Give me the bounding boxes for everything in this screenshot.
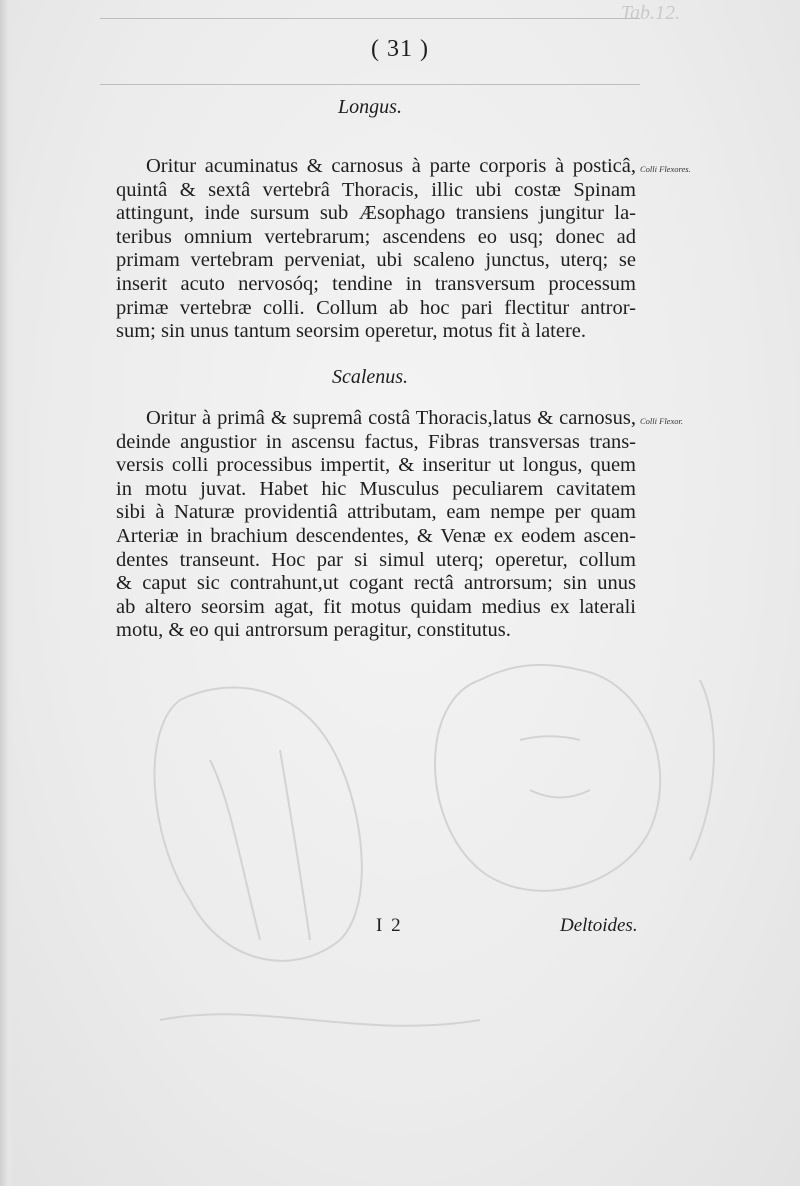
section-heading-scalenus: Scalenus. — [331, 366, 409, 388]
page-fold-shadow — [0, 0, 14, 1186]
section-heading-longus: Longus. — [338, 96, 402, 118]
text-line: sibi à Naturæ providentiâ attributam, eam nempe per quam — [116, 501, 636, 524]
showthrough-engraving — [60, 640, 760, 1070]
paragraph-scalenus — [116, 407, 636, 643]
faded-tab-label: Tab.12. — [620, 2, 680, 24]
text-line: inserit acuto nervosóq; tendine in transversum processum — [116, 272, 636, 295]
paragraph-longus — [116, 155, 636, 344]
text-line: dentes transeunt. Hoc par si simul uterq; operetur, collum — [116, 548, 636, 571]
text-line: primæ vertebræ colli. Collum ab hoc pari flectitur antror- — [116, 296, 636, 319]
signature-mark: I 2 — [376, 915, 403, 936]
text-line: teribus omnium vertebrarum; ascendens eo usq; donec ad — [116, 225, 636, 248]
catchword: Deltoides. — [560, 915, 638, 936]
page-number: ( 31 ) — [371, 36, 429, 62]
text-line: quintâ & sextâ vertebrâ Thoracis, illic ubi costæ Spinam — [116, 178, 636, 201]
text-line: deinde angustior in ascensu factus, Fibras transversas trans- — [116, 430, 636, 453]
margin-note-longus: Colli Flexores. — [640, 164, 691, 174]
text-line: & caput sic contrahunt,ut cogant rectâ antrorsum; sin unus — [116, 572, 636, 595]
text-line: Arteriæ in brachium descendentes, & Venæ ex eodem ascen- — [116, 524, 636, 547]
header-rule — [100, 84, 640, 85]
text-line: in motu juvat. Habet hic Musculus peculiarem cavitatem — [116, 477, 636, 500]
top-rule-faint — [100, 18, 640, 19]
text-line: Oritur acuminatus & carnosus à parte corporis à posticâ, — [146, 155, 636, 177]
text-line: versis colli processibus impertit, & inseritur ut longus, quem — [116, 454, 636, 477]
text-line: motu, & eo qui antrorsum peragitur, constitutus. — [116, 619, 511, 642]
text-line: ab altero seorsim agat, fit motus quidam medius ex laterali — [116, 595, 636, 618]
text-line: attingunt, inde sursum sub Æsophago transiens jungitur la- — [116, 202, 636, 225]
text-line: sum; sin unus tantum seorsim operetur, motus fit à latere. — [116, 320, 587, 343]
text-line: Oritur à primâ & supremâ costâ Thoracis,latus & carnosus, — [146, 407, 636, 429]
margin-note-scalenus: Colli Flexor. — [640, 416, 683, 426]
text-line: primam vertebram perveniat, ubi scaleno junctus, uterq; se — [116, 249, 636, 272]
